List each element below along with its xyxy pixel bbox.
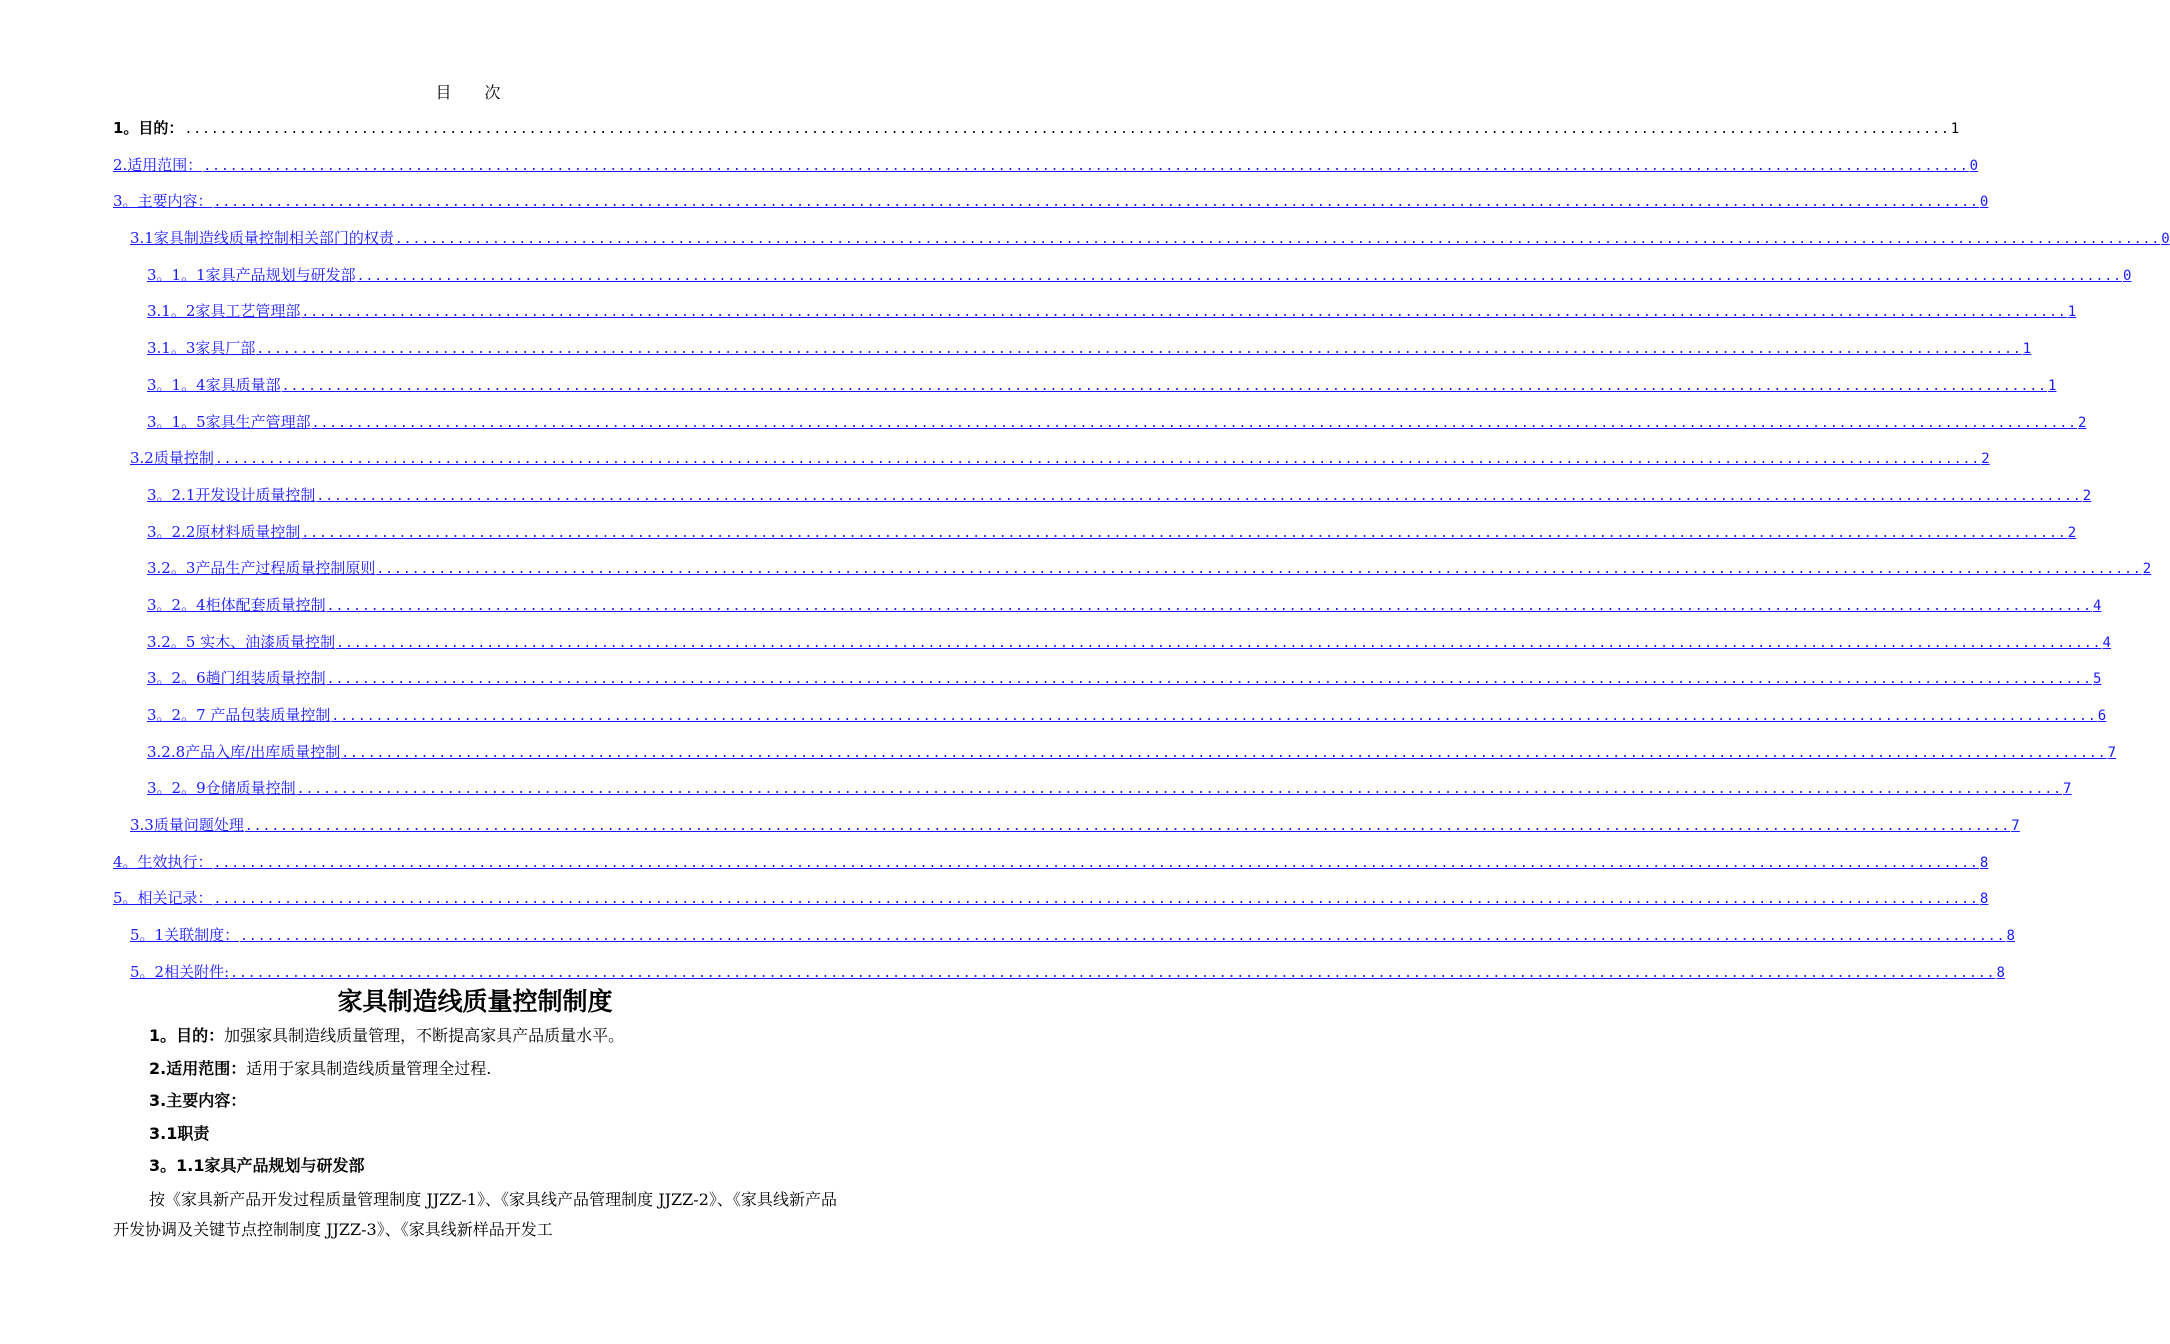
- toc-leader-dots: ........................................................................................................................................................................................................: [240, 929, 2006, 945]
- toc-entry-label: 5。1关联制度：: [130, 926, 240, 945]
- toc-entry-page: 8: [2006, 928, 2015, 945]
- section-text: 加强家具制造线质量管理，不断提高家具产品质量水平。: [224, 1026, 625, 1045]
- toc-entry[interactable]: [113, 741, 2117, 778]
- toc-entry-page: 7: [2062, 781, 2072, 798]
- toc-entry-label: 3.3质量问题处理: [130, 816, 244, 835]
- body-paragraph: 按《家具新产品开发过程质量管理制度 JJZZ-1》、《家具线产品管理制度 JJZZ-2》、《家具线新产品开发协调及关键节点控制制度 JJZZ-3》、《家具线新样品开发工: [113, 1189, 837, 1239]
- toc-entry-page: 8: [1996, 964, 2005, 981]
- toc-entry-label: 3.2。5 实木、油漆质量控制: [147, 632, 336, 651]
- toc-entry-label: 3。2。7 产品包装质量控制: [147, 706, 331, 724]
- toc-entry-page: 2: [2142, 561, 2152, 578]
- toc-entry[interactable]: [113, 704, 2107, 741]
- toc-entry[interactable]: [113, 337, 2032, 374]
- toc-entry[interactable]: [113, 190, 1989, 227]
- toc-entry[interactable]: [113, 851, 1989, 888]
- section-heading: 3.1职责: [149, 1123, 210, 1143]
- toc-entry-page: 4: [2092, 597, 2102, 614]
- toc-leader-dots: ........................................................................................................................................................................................................: [301, 525, 2067, 541]
- toc-entry-label: 3。2.2原材料质量控制: [147, 522, 301, 541]
- toc-leader-dots: ........................................................................................................................................................................................................: [213, 892, 1979, 908]
- section-responsibilities: [113, 1120, 837, 1153]
- toc-entry[interactable]: [113, 227, 2170, 264]
- toc-entry[interactable]: [113, 557, 2152, 594]
- toc-entry-label: 3.1。3家具厂部: [147, 339, 256, 358]
- toc-entry[interactable]: [113, 264, 2132, 301]
- toc-entry-page: 2: [1981, 451, 1990, 468]
- toc-leader-dots: ........................................................................................................................................................................................................: [331, 709, 2097, 724]
- toc-entry-label: 3.1家具制造线质量控制相关部门的权责: [130, 229, 394, 248]
- toc-entry-page: 8: [1979, 854, 1989, 871]
- toc-entry[interactable]: [113, 777, 2072, 814]
- section-heading: 3.主要内容：: [149, 1091, 247, 1110]
- toc-entry[interactable]: [113, 521, 2077, 558]
- toc-entry-label: 5。相关记录：: [113, 889, 213, 908]
- document-title: 家具制造线质量控制制度: [337, 987, 613, 1016]
- toc-leader-dots: ........................................................................................................................................................................................................: [336, 635, 2102, 651]
- toc-entry-label: 3。2。9仓储质量控制: [147, 779, 296, 798]
- toc-entry-page: 6: [2097, 708, 2107, 724]
- toc-entry-page: 1: [2022, 341, 2032, 358]
- toc-entry-label: 3。主要内容：: [113, 192, 213, 211]
- toc-leader-dots: ........................................................................................................................................................................................................: [244, 819, 2011, 835]
- toc-entry-page: 0: [1979, 194, 1989, 211]
- toc-entry[interactable]: [113, 484, 2092, 521]
- toc-leader-dots: ........................................................................................................................................................................................................: [326, 598, 2092, 614]
- toc-entry[interactable]: [113, 631, 2111, 668]
- toc-entry: [113, 117, 1960, 154]
- toc-entry[interactable]: [113, 924, 2015, 961]
- toc-entry-page: 7: [2107, 744, 2117, 761]
- toc-leader-dots: ........................................................................................................................................................................................................: [341, 745, 2107, 761]
- toc-entry-label: 5。2相关附件:: [130, 962, 230, 981]
- toc-entry-label: 3。2。4柜体配套质量控制: [147, 595, 326, 614]
- toc-leader-dots: ........................................................................................................................................................................................................: [203, 158, 1969, 174]
- toc-entry-label: 3。2。6趟门组装质量控制: [147, 669, 326, 688]
- toc-entry-label: 2.适用范围：: [113, 155, 203, 174]
- table-of-contents: [113, 117, 2170, 998]
- toc-entry-label: 3。1。1家具产品规划与研发部: [147, 265, 356, 284]
- toc-entry-page: 2: [2067, 524, 2077, 541]
- toc-entry[interactable]: [113, 411, 2087, 448]
- toc-entry-label: 3。2.1开发设计质量控制: [147, 485, 316, 504]
- section-heading: 3。1.1家具产品规划与研发部: [149, 1156, 365, 1175]
- section-heading: 2.适用范围：: [149, 1058, 247, 1078]
- toc-entry-label: 3。1。5家具生产管理部: [147, 412, 311, 431]
- document-body: [113, 1022, 837, 1245]
- toc-title: 目 次: [435, 83, 515, 102]
- section-scope: [113, 1055, 837, 1088]
- toc-entry-page: 4: [2102, 634, 2111, 651]
- toc-entry[interactable]: [113, 300, 2077, 337]
- toc-entry-label: 4。生效执行：: [113, 852, 213, 871]
- toc-entry[interactable]: [113, 374, 2057, 411]
- toc-entry-page: 1: [2047, 377, 2057, 394]
- section-purpose: [113, 1022, 837, 1055]
- toc-entry-page: 8: [1979, 891, 1989, 908]
- toc-entry[interactable]: [113, 447, 1990, 484]
- toc-entry[interactable]: [113, 814, 2020, 851]
- section-text: 适用于家具制造线质量管理全过程.: [246, 1058, 492, 1078]
- toc-leader-dots: ........................................................................................................................................................................................................: [184, 122, 1950, 137]
- toc-entry-label: 3。1。4家具质量部: [147, 375, 281, 394]
- section-heading: 1。目的：: [149, 1026, 225, 1045]
- toc-leader-dots: ........................................................................................................................................................................................................: [316, 488, 2082, 504]
- toc-entry[interactable]: [113, 667, 2102, 704]
- toc-leader-dots: ........................................................................................................................................................................................................: [256, 342, 2022, 358]
- toc-entry-page: 0: [2122, 267, 2132, 284]
- toc-entry[interactable]: [113, 887, 1989, 924]
- toc-leader-dots: ........................................................................................................................................................................................................: [296, 782, 2062, 798]
- toc-leader-dots: ........................................................................................................................................................................................................: [214, 452, 1981, 468]
- toc-leader-dots: ........................................................................................................................................................................................................: [213, 855, 1979, 871]
- toc-entry-page: 5: [2092, 671, 2102, 688]
- toc-leader-dots: ........................................................................................................................................................................................................: [230, 965, 1996, 981]
- toc-entry-label: 3.2。3产品生产过程质量控制原则: [147, 559, 376, 578]
- toc-entry-label: 3.1。2家具工艺管理部: [147, 302, 301, 321]
- toc-entry-label: 3.2质量控制: [130, 449, 214, 468]
- toc-entry-page: 2: [2077, 414, 2087, 431]
- toc-entry[interactable]: [113, 154, 1979, 191]
- toc-entry-page: 0: [1969, 157, 1979, 174]
- toc-leader-dots: ........................................................................................................................................................................................................: [311, 415, 2077, 431]
- toc-entry-page: 7: [2011, 818, 2020, 835]
- toc-entry-label: 3.2.8产品入库/出库质量控制: [147, 742, 341, 761]
- toc-entry-page: 1: [1950, 121, 1960, 137]
- section-planning-dept: [113, 1152, 837, 1185]
- toc-leader-dots: ........................................................................................................................................................................................................: [301, 305, 2067, 321]
- toc-leader-dots: ........................................................................................................................................................................................................: [376, 562, 2142, 578]
- toc-entry-label: 1。目的：: [113, 119, 184, 137]
- toc-leader-dots: ........................................................................................................................................................................................................: [394, 232, 2161, 248]
- toc-leader-dots: ........................................................................................................................................................................................................: [356, 268, 2122, 284]
- toc-leader-dots: ........................................................................................................................................................................................................: [213, 195, 1979, 211]
- toc-leader-dots: ........................................................................................................................................................................................................: [281, 378, 2047, 394]
- toc-leader-dots: ........................................................................................................................................................................................................: [326, 672, 2092, 688]
- section-main-content: [113, 1087, 837, 1120]
- toc-entry-page: 0: [2161, 231, 2170, 248]
- toc-entry-page: 2: [2082, 487, 2092, 504]
- toc-entry[interactable]: [113, 594, 2102, 631]
- toc-entry-page: 1: [2067, 304, 2077, 321]
